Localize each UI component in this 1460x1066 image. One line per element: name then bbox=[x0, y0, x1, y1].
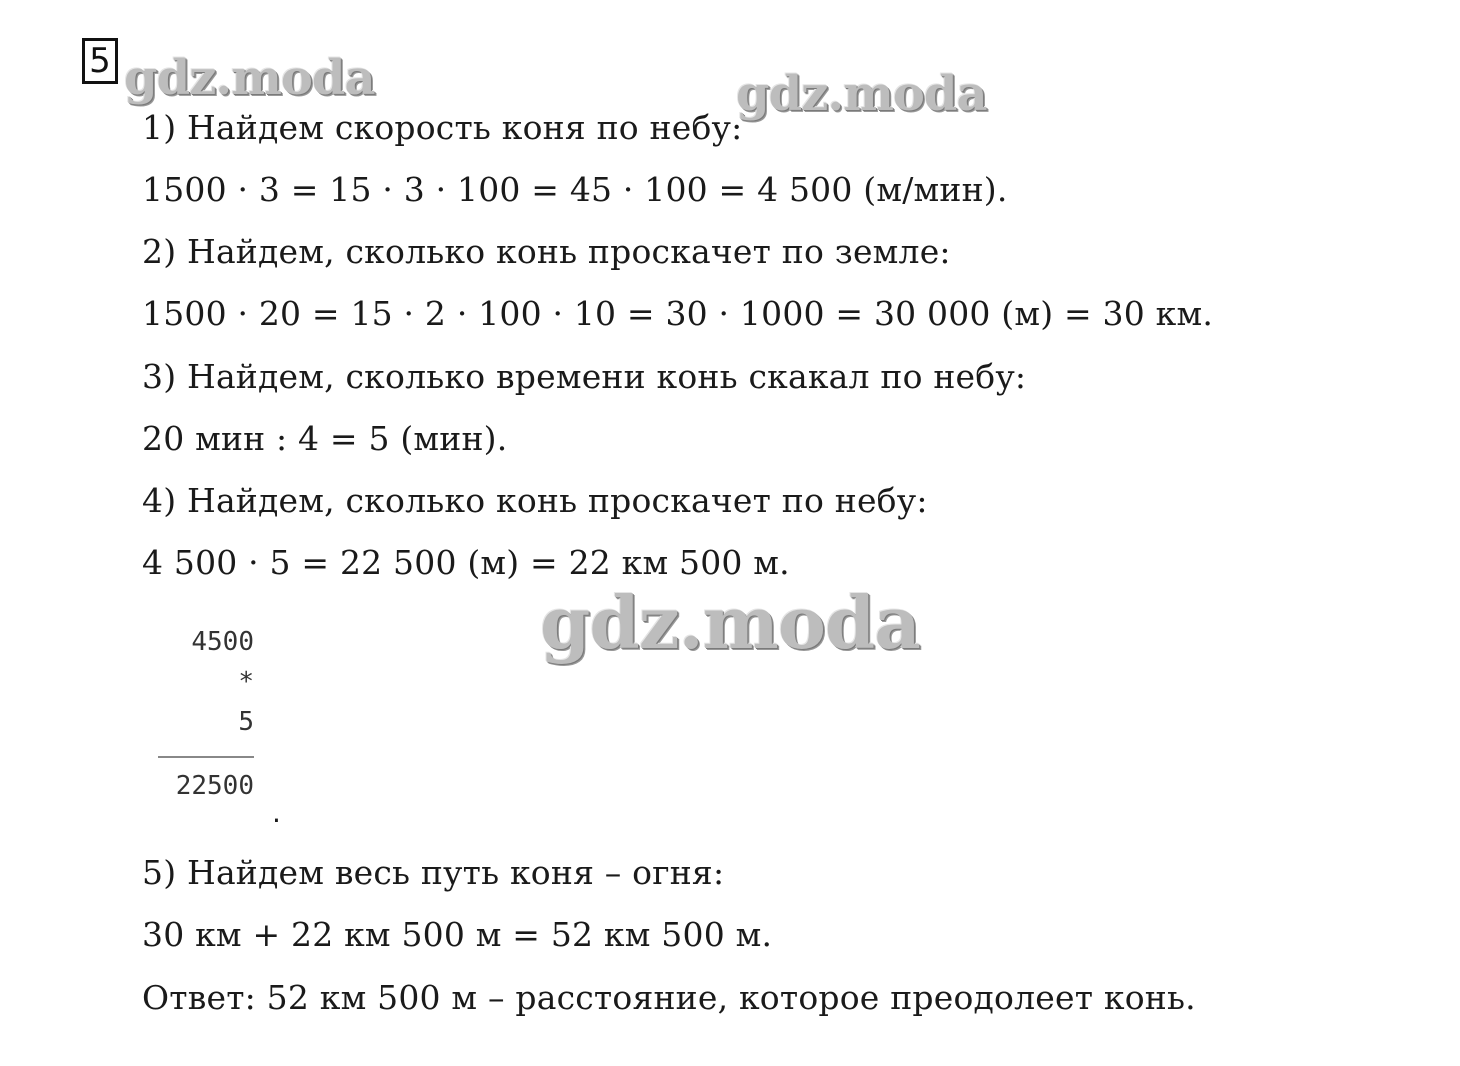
product-result: 22500 bbox=[175, 771, 254, 801]
watermark-middle: gdz.moda bbox=[540, 580, 920, 665]
step3-title: 3) Найдем, сколько времени конь скакал по небу: bbox=[142, 357, 1027, 396]
step4-title: 4) Найдем, сколько конь проскачет по небу: bbox=[142, 481, 928, 520]
step2-expression: 1500 · 20 = 15 · 2 · 100 · 10 = 30 · 1000 = 30 000 (м) = 30 км. bbox=[142, 294, 1214, 333]
multiply-operator: * bbox=[238, 667, 254, 697]
step2-title: 2) Найдем, сколько конь проскачет по земле: bbox=[142, 232, 951, 271]
step5-title: 5) Найдем весь путь коня – огня: bbox=[142, 853, 725, 892]
calc-trailing-dot: . bbox=[272, 796, 281, 829]
answer-line: Ответ: 52 км 500 м – расстояние, которое преодолеет конь. bbox=[142, 978, 1196, 1017]
watermark-top-left: gdz.moda bbox=[124, 50, 375, 106]
step4-expression: 4 500 · 5 = 22 500 (м) = 22 км 500 м. bbox=[142, 543, 790, 582]
column-multiplication bbox=[158, 622, 254, 806]
step1-expression: 1500 · 3 = 15 · 3 · 100 = 45 · 100 = 4 500 (м/мин). bbox=[142, 170, 1008, 209]
multiplier: 5 bbox=[238, 707, 254, 737]
step1-title: 1) Найдем скорость коня по небу: bbox=[142, 108, 743, 147]
task-number-box: 5 bbox=[82, 38, 118, 84]
step3-expression: 20 мин : 4 = 5 (мин). bbox=[142, 419, 508, 458]
step5-expression: 30 км + 22 км 500 м = 52 км 500 м. bbox=[142, 915, 773, 954]
watermark-top-center: gdz.moda bbox=[736, 66, 987, 122]
multiplicand: 4500 bbox=[191, 627, 254, 657]
result-rule bbox=[158, 756, 254, 758]
